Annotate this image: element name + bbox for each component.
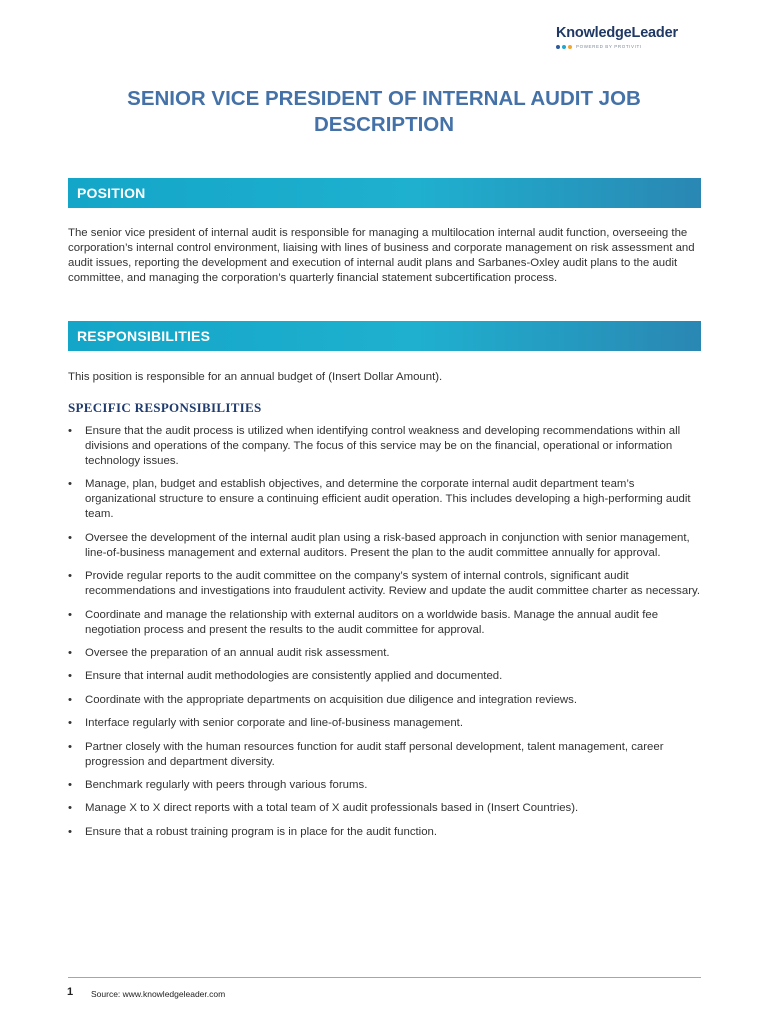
bullet-icon: • [68,646,72,659]
list-item-text: Ensure that a robust training program is in place for the audit function. [85,825,438,838]
logo-dot-3 [568,45,572,49]
list-item-text: Oversee the development of the internal audit plan using a risk-based approach in conjunction with senior management, line-of-business management and external auditors. Present the plan to the audit committee annually for approval. [85,531,690,559]
logo-dot-1 [556,45,560,49]
list-item [68,801,708,816]
list-item-text: Ensure that the audit process is utilized when identifying control weakness and developing recommendations within all divisions and operations of the company. The focus of this service may be on the financial, operational or information technology issues. [85,425,681,467]
footer-divider [68,977,701,978]
list-item-text: Coordinate with the appropriate departments on acquisition due diligence and integration reviews. [85,693,577,706]
logo-tagline: POWERED BY PROTIVITI [576,44,642,49]
list-item [68,716,708,731]
bullet-icon: • [68,717,72,730]
section-header-position [68,178,701,208]
bullet-icon: • [68,802,72,815]
list-item [68,477,708,522]
list-item [68,646,708,661]
logo-dot-2 [562,45,566,49]
bullet-icon: • [68,693,72,706]
list-item [68,424,708,469]
source-citation: Source: www.knowledgeleader.com [91,989,226,999]
list-item [68,693,708,708]
list-item [68,825,708,840]
list-item-text: Interface regularly with senior corporate and line-of-business management. [85,717,463,730]
bullet-icon: • [68,478,72,491]
list-item-text: Ensure that internal audit methodologies are consistently applied and documented. [85,670,503,683]
list-item [68,669,708,684]
document-title: SENIOR VICE PRESIDENT OF INTERNAL AUDIT JOB DESCRIPTION [127,87,641,136]
bullet-icon: • [68,778,72,791]
list-item-text: Oversee the preparation of an annual audit risk assessment. [85,646,390,659]
list-item-text: Provide regular reports to the audit committee on the company’s system of internal controls, significant audit recommendations and investigations into fraudulent activity. Review and update the audit committee charter as necessary. [85,570,700,598]
list-item [68,740,708,770]
bullet-icon: • [68,670,72,683]
specific-responsibilities-heading: SPECIFIC RESPONSIBILITIES [68,400,262,415]
bullet-icon: • [68,740,72,753]
budget-statement: This position is responsible for an annual budget of (Insert Dollar Amount). [68,371,443,383]
section-heading-responsibilities: RESPONSIBILITIES [77,328,211,344]
logo-text: KnowledgeLeader [556,25,678,41]
section-heading-position: POSITION [77,185,146,201]
list-item [68,608,708,638]
list-item [68,778,708,793]
bullet-icon: • [68,570,72,583]
knowledgeleader-logo [556,25,706,49]
section-header-responsibilities [68,321,701,351]
bullet-icon: • [68,425,72,437]
list-item [68,569,708,599]
responsibilities-list [68,424,708,848]
position-description: The senior vice president of internal audit is responsible for managing a multilocation internal audit function, overseeing the corporation’s internal control environment, liaising with lines of business and corporate management on risk assessment and audit issues, reporting the development and execution of internal audit plans and Sarbanes-Oxley audit plans to the audit committee, and managing the corporation’s quarterly financial statement subcertification process. [68,227,695,284]
list-item-text: Manage, plan, budget and establish objectives, and determine the corporate internal audit department team’s organizational structure to ensure a continuing efficient audit operation. This includes developing a high-performing audit team. [85,478,691,521]
list-item-text: Benchmark regularly with peers through various forums. [85,778,368,791]
page-number: 1 [67,986,74,998]
logo-dots-icon [556,45,572,49]
list-item-text: Coordinate and manage the relationship with external auditors on a worldwide basis. Manage the annual audit fee negotiation process and present the results to the audit committee for approval. [85,608,659,636]
logo-subline [556,44,706,49]
list-item [68,531,708,561]
bullet-icon: • [68,825,72,838]
list-item-text: Manage X to X direct reports with a total team of X audit professionals based in (Insert Countries). [85,802,579,815]
bullet-icon: • [68,531,72,544]
list-item-text: Partner closely with the human resources function for audit staff personal development, talent management, career progression and department diversity. [85,740,664,768]
bullet-icon: • [68,608,72,621]
